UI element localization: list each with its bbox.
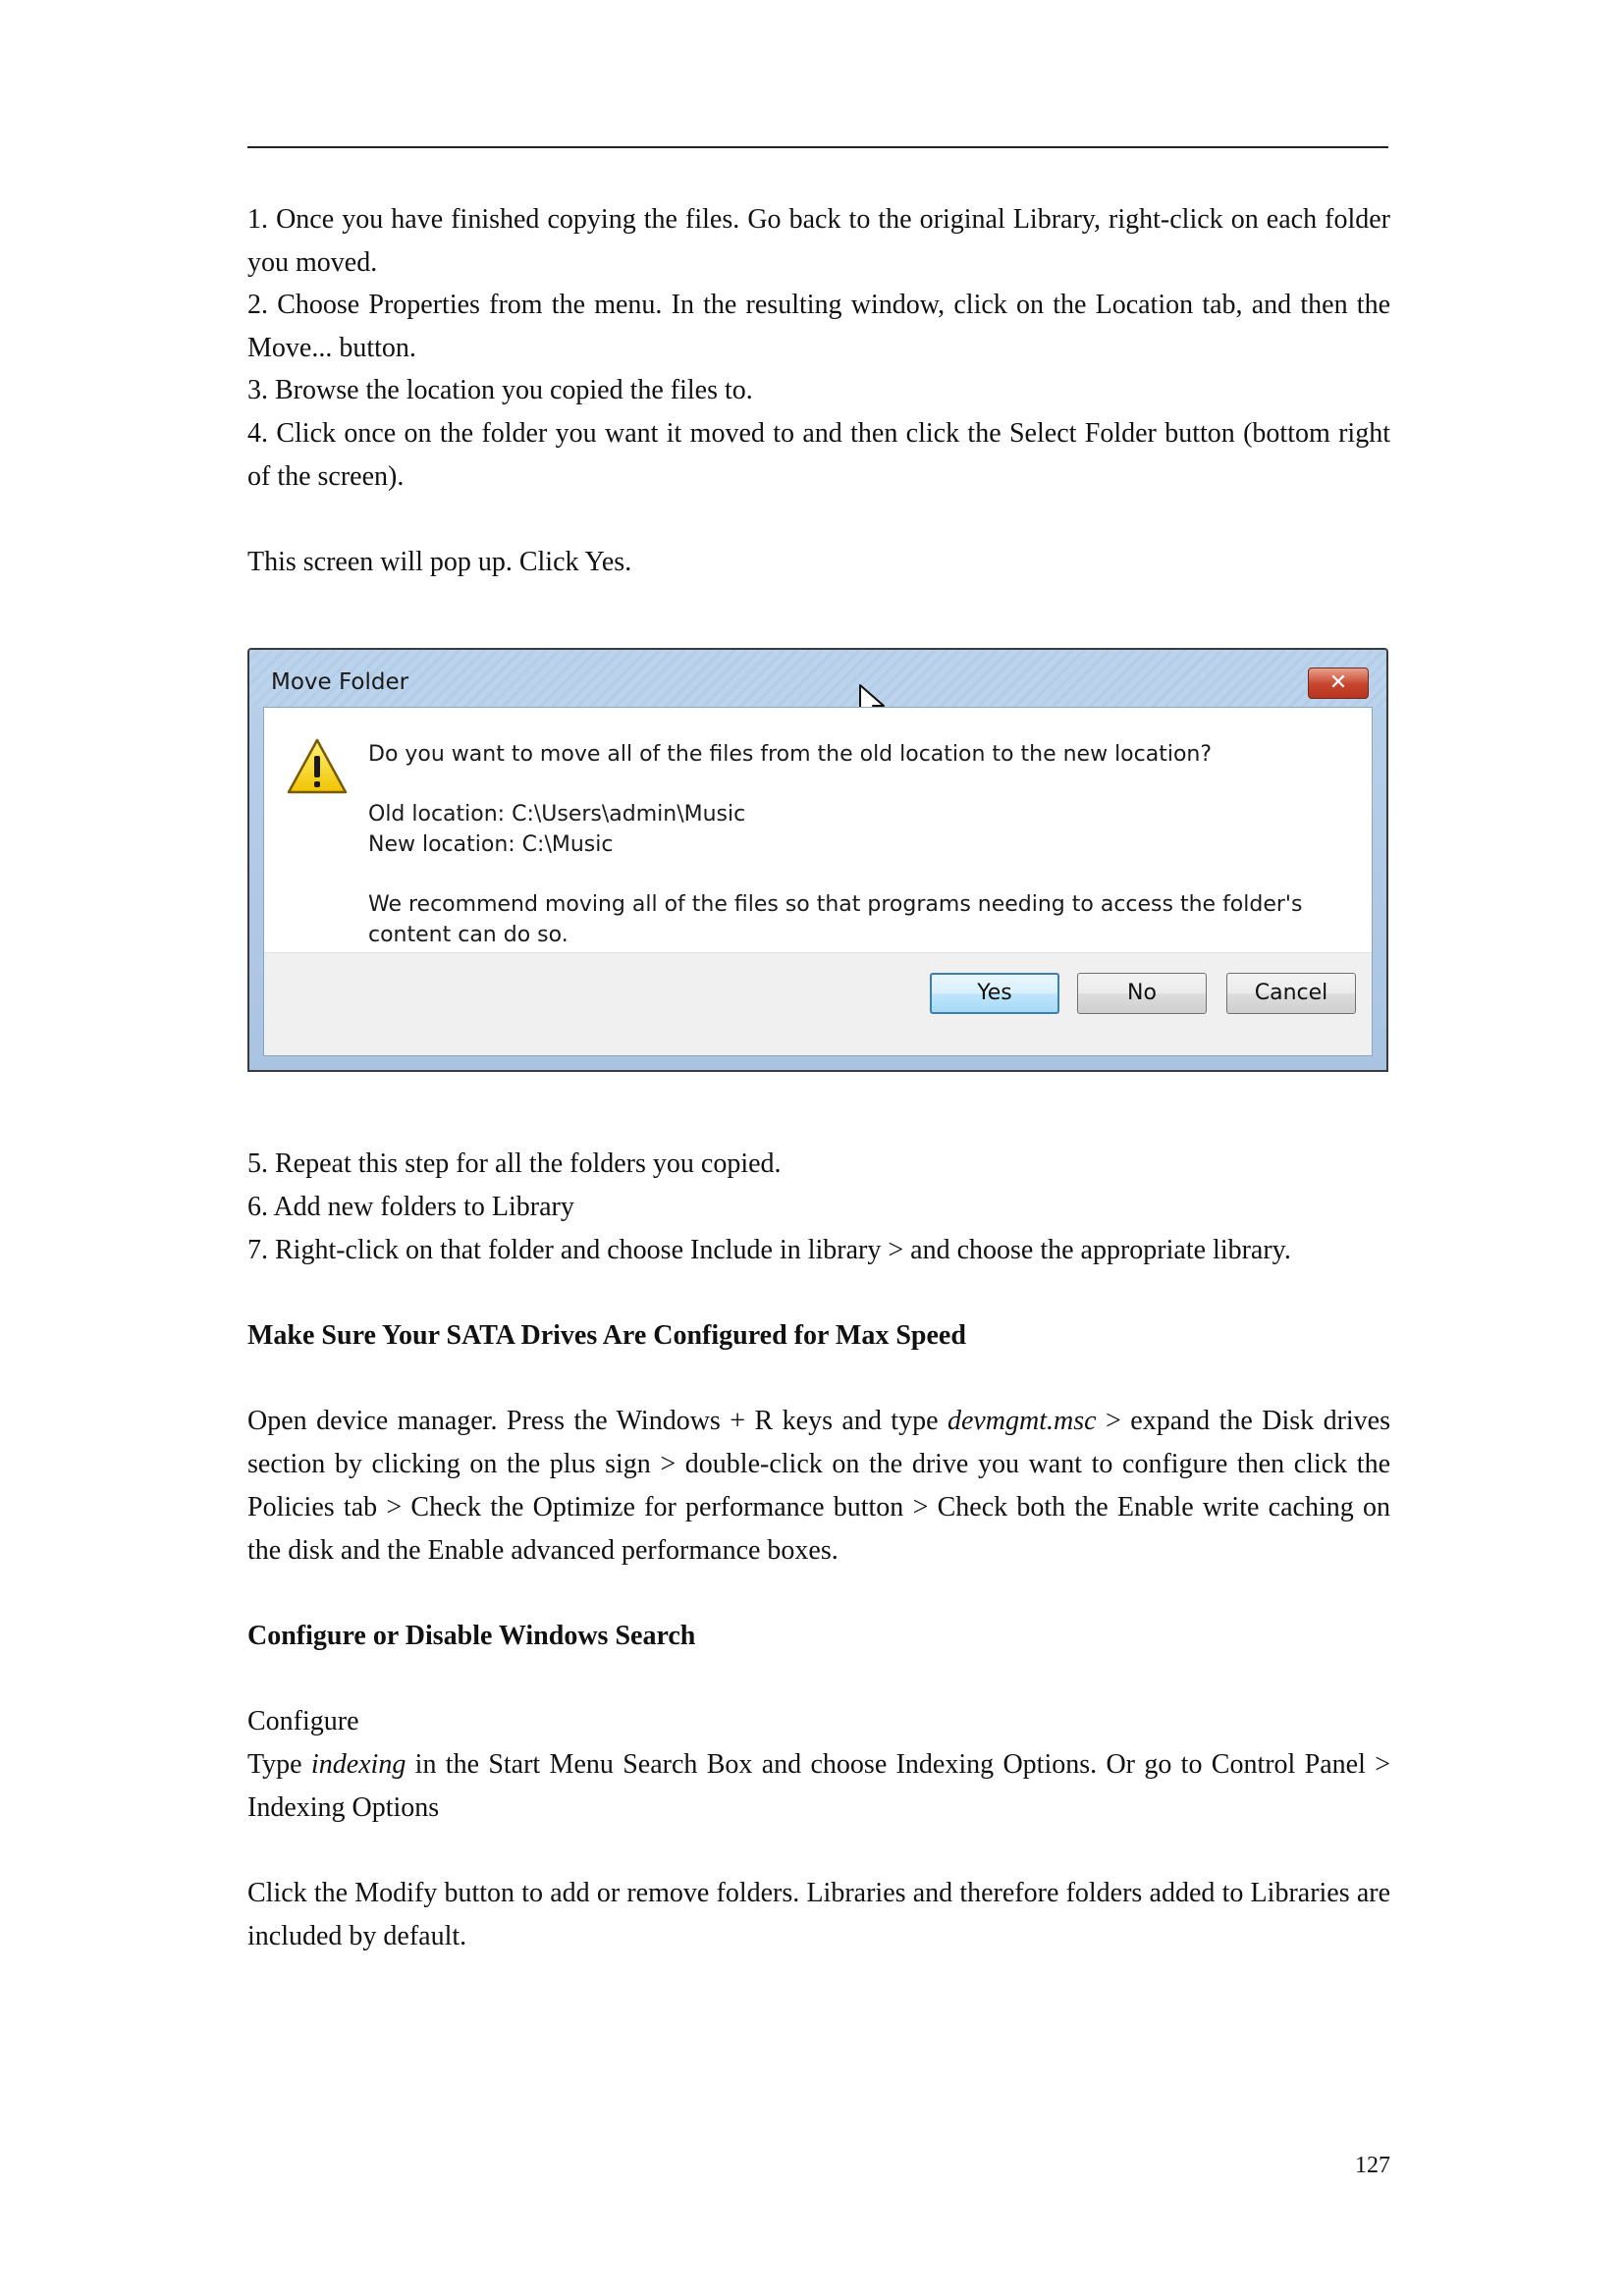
sata-paragraph	[247, 1400, 1390, 1573]
warning-icon	[286, 737, 349, 796]
new-location-text: New location: C:\Music	[368, 832, 614, 857]
modify-paragraph: Click the Modify button to add or remove folders. Libraries and therefore folders added to Libraries are included by default.	[247, 1878, 1390, 1951]
step-7: 7. Right-click on that folder and choose Include in library > and choose the appropriate library.	[247, 1235, 1291, 1265]
step-6: 6. Add new folders to Library	[247, 1192, 574, 1222]
indexing-paragraph	[247, 1743, 1390, 1830]
indexing-text-after: in the Start Menu Search Box and choose Indexing Options. Or go to Control Panel > Indexing Options	[247, 1749, 1390, 1823]
dialog-content	[263, 707, 1373, 1056]
dialog-titlebar	[249, 650, 1386, 707]
recommendation-line-2: content can do so.	[368, 923, 568, 947]
step-3: 3. Browse the location you copied the files to.	[247, 375, 753, 405]
popup-note: This screen will pop up. Click Yes.	[247, 547, 632, 577]
dialog-button-bar	[264, 952, 1372, 1055]
dialog-title: Move Folder	[271, 669, 409, 695]
old-location-text: Old location: C:\Users\admin\Music	[368, 802, 746, 827]
indexing-text-before: Type	[247, 1749, 311, 1780]
dialog-question: Do you want to move all of the files from the old location to the new location?	[368, 742, 1213, 767]
step-1: 1. Once you have finished copying the files. Go back to the original Library, right-click on each folder you moved.	[247, 204, 1390, 278]
sata-text-before: Open device manager. Press the Windows + R keys and type	[247, 1406, 947, 1436]
configure-subheading: Configure	[247, 1706, 359, 1736]
recommendation-line-1: We recommend moving all of the files so that programs needing to access the folder's	[368, 892, 1303, 917]
sata-text-after: > expand the Disk drives section by clicking on the plus sign > double-click on the drive you want to configure then click the Policies tab > Check the Optimize for performance button > Check both the Enable write caching on the disk and the Enable advanced performance boxes.	[247, 1406, 1391, 1566]
step-2: 2. Choose Properties from the menu. In the resulting window, click on the Location tab, and then the Move... button.	[247, 290, 1390, 363]
move-folder-dialog	[247, 648, 1388, 1072]
step-4: 4. Click once on the folder you want it moved to and then click the Select Folder button (bottom right of the screen).	[247, 418, 1390, 492]
cancel-button[interactable]: Cancel	[1226, 973, 1356, 1014]
step-5: 5. Repeat this step for all the folders you copied.	[247, 1148, 782, 1179]
close-icon: ✕	[1328, 670, 1348, 695]
no-button[interactable]: No	[1077, 973, 1207, 1014]
yes-button[interactable]: Yes	[930, 973, 1059, 1014]
search-heading: Configure or Disable Windows Search	[247, 1621, 696, 1651]
sata-command: devmgmt.msc	[947, 1406, 1097, 1436]
page-number: 127	[1355, 2153, 1390, 2178]
indexing-term: indexing	[310, 1749, 406, 1780]
close-button[interactable]	[1308, 667, 1369, 699]
header-rule	[247, 146, 1388, 148]
sata-heading: Make Sure Your SATA Drives Are Configured for Max Speed	[247, 1320, 966, 1351]
